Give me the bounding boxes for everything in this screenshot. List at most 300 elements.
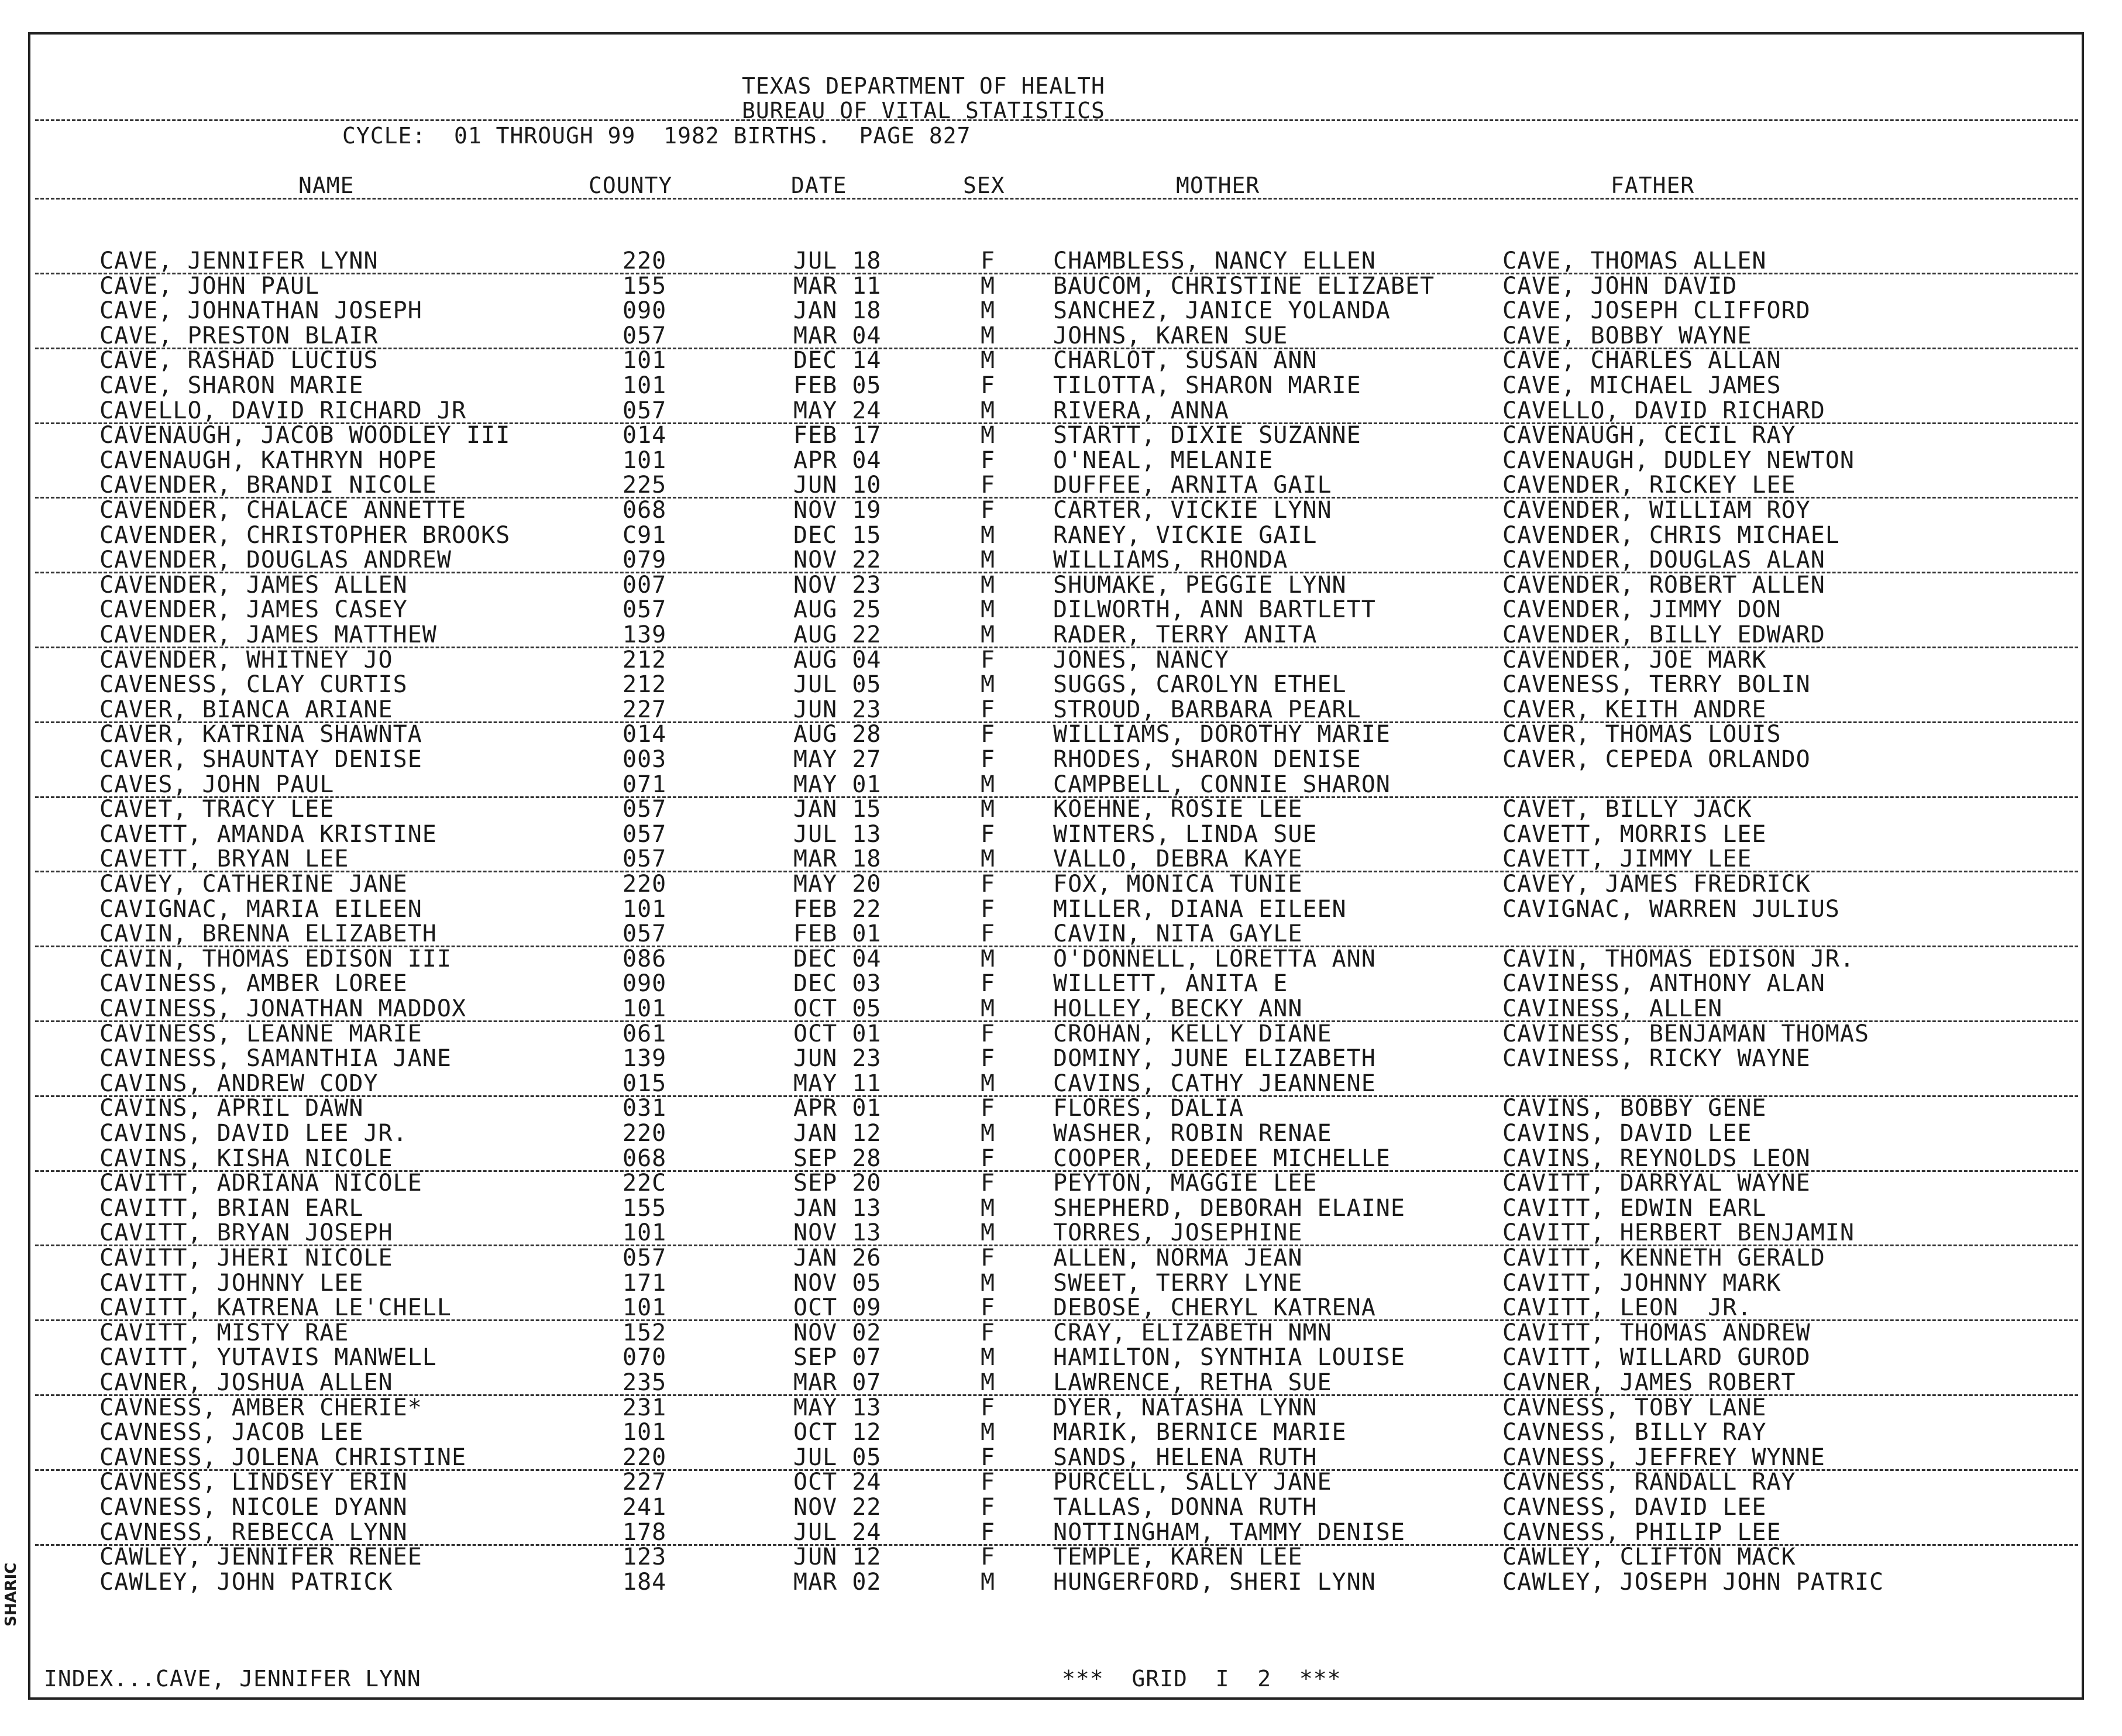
cell-name: CAVINS, DAVID LEE JR. bbox=[99, 1120, 408, 1147]
cell-sex: M bbox=[981, 1194, 996, 1222]
cell-county: 057 bbox=[623, 845, 667, 873]
cell-mother: MILLER, DIANA EILEEN bbox=[1053, 895, 1347, 923]
cell-name: CAVET, TRACY LEE bbox=[99, 796, 335, 823]
cell-name: CAVENDER, JAMES CASEY bbox=[99, 596, 408, 624]
cell-mother: SANDS, HELENA RUTH bbox=[1053, 1443, 1318, 1471]
cell-mother: CARTER, VICKIE LYNN bbox=[1053, 497, 1332, 524]
cell-sex: M bbox=[981, 1269, 996, 1297]
cell-mother: VALLO, DEBRA KAYE bbox=[1053, 845, 1303, 873]
cell-name: CAVENAUGH, KATHRYN HOPE bbox=[99, 446, 437, 474]
cell-mother: TEMPLE, KAREN LEE bbox=[1053, 1544, 1303, 1571]
cell-father: CAVINESS, ANTHONY ALAN bbox=[1502, 970, 1825, 998]
cell-county: 235 bbox=[623, 1369, 667, 1396]
cell-sex: F bbox=[981, 970, 996, 998]
cell-father: CAVITT, KENNETH GERALD bbox=[1502, 1245, 1825, 1271]
cell-sex: F bbox=[981, 446, 996, 474]
cell-date: DEC 04 bbox=[793, 945, 882, 972]
cell-county: 031 bbox=[623, 1095, 667, 1122]
cell-name: CAVENDER, DOUGLAS ANDREW bbox=[99, 546, 452, 574]
cell-father: CAVINESS, ALLEN bbox=[1502, 995, 1723, 1022]
cell-mother: SHEPHERD, DEBORAH ELAINE bbox=[1053, 1194, 1405, 1222]
cell-father: CAVETT, MORRIS LEE bbox=[1502, 820, 1767, 848]
cell-mother: HOLLEY, BECKY ANN bbox=[1053, 995, 1303, 1022]
cell-sex: M bbox=[981, 397, 996, 424]
cell-county: 101 bbox=[623, 1219, 667, 1247]
cell-mother: DYER, NATASHA LYNN bbox=[1053, 1394, 1318, 1421]
cell-sex: F bbox=[981, 1394, 996, 1421]
cell-name: CAVENAUGH, JACOB WOODLEY III bbox=[99, 422, 511, 449]
cell-father: CAVINESS, BENJAMAN THOMAS bbox=[1502, 1020, 1870, 1047]
cell-date: JUL 05 bbox=[793, 1443, 882, 1471]
cell-mother: CRAY, ELIZABETH NMN bbox=[1053, 1319, 1332, 1346]
cell-father: CAVINS, BOBBY GENE bbox=[1502, 1095, 1767, 1122]
column-header-date: DATE bbox=[791, 173, 847, 198]
cell-father: CAVENDER, JIMMY DON bbox=[1502, 596, 1781, 624]
cell-name: CAVER, KATRINA SHAWNTA bbox=[99, 721, 422, 748]
cell-father: CAVENDER, CHRIS MICHAEL bbox=[1502, 521, 1840, 549]
cell-father: CAVITT, DARRYAL WAYNE bbox=[1502, 1170, 1811, 1197]
cell-date: JUN 10 bbox=[793, 472, 882, 499]
cell-county: 220 bbox=[623, 1120, 667, 1147]
cell-father: CAVENAUGH, CECIL RAY bbox=[1502, 422, 1796, 449]
cell-name: CAVINS, APRIL DAWN bbox=[99, 1095, 364, 1122]
cell-mother: STROUD, BARBARA PEARL bbox=[1053, 696, 1361, 723]
cell-name: CAVENDER, BRANDI NICOLE bbox=[99, 472, 437, 499]
column-header-father: FATHER bbox=[1611, 173, 1695, 198]
cell-name: CAVITT, MISTY RAE bbox=[99, 1319, 349, 1346]
cell-mother: PURCELL, SALLY JANE bbox=[1053, 1469, 1332, 1496]
cell-mother: CAVINS, CATHY JEANNENE bbox=[1053, 1070, 1376, 1097]
cell-father: CAVE, CHARLES ALLAN bbox=[1502, 347, 1781, 374]
cell-name: CAVETT, BRYAN LEE bbox=[99, 845, 349, 873]
cell-county: 014 bbox=[623, 721, 667, 748]
cell-name: CAVNER, JOSHUA ALLEN bbox=[99, 1369, 393, 1396]
cell-name: CAVITT, YUTAVIS MANWELL bbox=[99, 1344, 437, 1371]
cell-sex: M bbox=[981, 297, 996, 325]
cell-mother: KOEHNE, ROSIE LEE bbox=[1053, 796, 1303, 823]
cell-mother: WASHER, ROBIN RENAE bbox=[1053, 1120, 1332, 1147]
cell-name: CAWLEY, JOHN PATRICK bbox=[99, 1568, 393, 1596]
column-header-mother: MOTHER bbox=[1176, 173, 1260, 198]
cell-father: CAVE, JOHN DAVID bbox=[1502, 272, 1738, 300]
cell-mother: JOHNS, KAREN SUE bbox=[1053, 322, 1288, 349]
cell-name: CAVE, SHARON MARIE bbox=[99, 372, 364, 399]
column-header-divider bbox=[35, 198, 2078, 200]
cell-sex: F bbox=[981, 1544, 996, 1571]
cell-father: CAVITT, EDWIN EARL bbox=[1502, 1194, 1767, 1222]
column-header-county: COUNTY bbox=[589, 173, 673, 198]
cell-date: JUL 24 bbox=[793, 1518, 882, 1546]
cell-mother: O'DONNELL, LORETTA ANN bbox=[1053, 945, 1376, 972]
cell-father: CAVENDER, BILLY EDWARD bbox=[1502, 621, 1825, 648]
cell-sex: M bbox=[981, 845, 996, 873]
cell-county: 079 bbox=[623, 546, 667, 574]
cell-name: CAVEY, CATHERINE JANE bbox=[99, 871, 408, 898]
cell-county: 014 bbox=[623, 422, 667, 449]
footer-grid: *** GRID I 2 *** bbox=[1062, 1666, 1342, 1692]
cell-date: DEC 14 bbox=[793, 347, 882, 374]
cell-county: 057 bbox=[623, 596, 667, 624]
cell-date: FEB 17 bbox=[793, 422, 882, 449]
cell-date: MAY 27 bbox=[793, 746, 882, 773]
cell-name: CAVINS, ANDREW CODY bbox=[99, 1070, 379, 1097]
cell-county: 22C bbox=[623, 1170, 667, 1197]
cell-county: 068 bbox=[623, 1144, 667, 1172]
cell-county: 068 bbox=[623, 497, 667, 524]
cell-mother: SHUMAKE, PEGGIE LYNN bbox=[1053, 571, 1347, 599]
cell-father: CAVENDER, WILLIAM ROY bbox=[1502, 497, 1811, 524]
cell-sex: M bbox=[981, 1369, 996, 1396]
cell-mother: FLORES, DALIA bbox=[1053, 1095, 1244, 1122]
cell-sex: F bbox=[981, 1144, 996, 1172]
cell-name: CAVE, JOHN PAUL bbox=[99, 272, 320, 300]
cell-father: CAVITT, WILLARD GUROD bbox=[1502, 1344, 1811, 1371]
cell-sex: F bbox=[981, 1294, 996, 1322]
cell-name: CAVNESS, NICOLE DYANN bbox=[99, 1494, 408, 1521]
cell-sex: F bbox=[981, 1494, 996, 1521]
cell-name: CAVELLO, DAVID RICHARD JR bbox=[99, 397, 467, 424]
cell-date: JAN 13 bbox=[793, 1194, 882, 1222]
cell-date: FEB 05 bbox=[793, 372, 882, 399]
cell-name: CAVIGNAC, MARIA EILEEN bbox=[99, 895, 422, 923]
cell-county: 227 bbox=[623, 696, 667, 723]
cell-county: 101 bbox=[623, 347, 667, 374]
cell-sex: M bbox=[981, 1419, 996, 1446]
cell-father: CAVE, THOMAS ALLEN bbox=[1502, 247, 1767, 274]
cell-mother: O'NEAL, MELANIE bbox=[1053, 446, 1274, 474]
cell-county: 101 bbox=[623, 446, 667, 474]
cell-father: CAVENESS, TERRY BOLIN bbox=[1502, 671, 1811, 699]
margin-label: SHARIC bbox=[2, 1562, 20, 1627]
cell-father: CAVITT, JOHNNY MARK bbox=[1502, 1269, 1781, 1297]
cell-county: 086 bbox=[623, 945, 667, 972]
cell-mother: CHAMBLESS, NANCY ELLEN bbox=[1053, 247, 1376, 274]
cell-date: JAN 12 bbox=[793, 1120, 882, 1147]
cell-county: 212 bbox=[623, 646, 667, 673]
cell-date: NOV 05 bbox=[793, 1269, 882, 1297]
cell-sex: M bbox=[981, 1219, 996, 1247]
cell-county: 057 bbox=[623, 322, 667, 349]
bureau-title: BUREAU OF VITAL STATISTICS bbox=[742, 98, 1105, 123]
cell-mother: HAMILTON, SYNTHIA LOUISE bbox=[1053, 1344, 1405, 1371]
cell-sex: F bbox=[981, 1045, 996, 1072]
cell-name: CAVENDER, WHITNEY JO bbox=[99, 646, 393, 673]
cell-father: CAVETT, JIMMY LEE bbox=[1502, 845, 1752, 873]
cell-county: 057 bbox=[623, 820, 667, 848]
cell-father: CAVER, KEITH ANDRE bbox=[1502, 696, 1767, 723]
cell-date: DEC 03 bbox=[793, 970, 882, 998]
cell-father: CAWLEY, CLIFTON MACK bbox=[1502, 1544, 1796, 1571]
cell-name: CAVENDER, JAMES ALLEN bbox=[99, 571, 408, 599]
cell-county: 003 bbox=[623, 746, 667, 773]
cell-sex: F bbox=[981, 1020, 996, 1047]
cell-date: AUG 22 bbox=[793, 621, 882, 648]
cell-county: 090 bbox=[623, 297, 667, 325]
cell-mother: DUFFEE, ARNITA GAIL bbox=[1053, 472, 1332, 499]
cell-father: CAVNER, JAMES ROBERT bbox=[1502, 1369, 1796, 1396]
cell-mother: DEBOSE, CHERYL KATRENA bbox=[1053, 1294, 1376, 1322]
cell-father: CAVIN, THOMAS EDISON JR. bbox=[1502, 945, 1855, 972]
cell-date: MAY 24 bbox=[793, 397, 882, 424]
cell-name: CAVITT, BRYAN JOSEPH bbox=[99, 1219, 393, 1247]
cell-sex: M bbox=[981, 422, 996, 449]
cell-father: CAVNESS, DAVID LEE bbox=[1502, 1494, 1767, 1521]
cell-name: CAVINESS, LEANNE MARIE bbox=[99, 1020, 422, 1047]
cell-date: FEB 22 bbox=[793, 895, 882, 923]
cell-date: NOV 02 bbox=[793, 1319, 882, 1346]
cell-county: 227 bbox=[623, 1469, 667, 1496]
cell-county: 090 bbox=[623, 970, 667, 998]
cell-mother: RANEY, VICKIE GAIL bbox=[1053, 521, 1318, 549]
cell-date: AUG 04 bbox=[793, 646, 882, 673]
cell-county: 015 bbox=[623, 1070, 667, 1097]
cell-name: CAVITT, KATRENA LE'CHELL bbox=[99, 1294, 452, 1322]
cell-mother: ALLEN, NORMA JEAN bbox=[1053, 1245, 1303, 1271]
cell-father: CAWLEY, JOSEPH JOHN PATRIC bbox=[1502, 1568, 1884, 1596]
cell-mother: WILLETT, ANITA E bbox=[1053, 970, 1288, 998]
cell-date: NOV 19 bbox=[793, 497, 882, 524]
cell-mother: JONES, NANCY bbox=[1053, 646, 1229, 673]
column-header-sex: SEX bbox=[963, 173, 1005, 198]
cell-date: MAR 04 bbox=[793, 322, 882, 349]
cell-date: APR 04 bbox=[793, 446, 882, 474]
cell-date: AUG 25 bbox=[793, 596, 882, 624]
cell-county: 123 bbox=[623, 1544, 667, 1571]
cell-mother: CAVIN, NITA GAYLE bbox=[1053, 920, 1303, 948]
cell-county: 101 bbox=[623, 895, 667, 923]
cell-mother: WILLIAMS, RHONDA bbox=[1053, 546, 1288, 574]
cell-date: SEP 28 bbox=[793, 1144, 882, 1172]
cell-mother: HUNGERFORD, SHERI LYNN bbox=[1053, 1568, 1376, 1596]
cell-name: CAVE, RASHAD LUCIUS bbox=[99, 347, 379, 374]
cell-name: CAVNESS, LINDSEY ERIN bbox=[99, 1469, 408, 1496]
cell-name: CAVE, PRESTON BLAIR bbox=[99, 322, 379, 349]
cell-date: JAN 26 bbox=[793, 1245, 882, 1271]
cell-father: CAVNESS, PHILIP LEE bbox=[1502, 1518, 1781, 1546]
cell-name: CAVETT, AMANDA KRISTINE bbox=[99, 820, 437, 848]
cell-county: 101 bbox=[623, 1294, 667, 1322]
cell-name: CAVITT, JOHNNY LEE bbox=[99, 1269, 364, 1297]
cell-date: MAY 13 bbox=[793, 1394, 882, 1421]
cell-sex: F bbox=[981, 1518, 996, 1546]
cell-sex: M bbox=[981, 796, 996, 823]
cell-father: CAVENDER, DOUGLAS ALAN bbox=[1502, 546, 1825, 574]
cell-sex: M bbox=[981, 521, 996, 549]
cell-county: 225 bbox=[623, 472, 667, 499]
cell-county: 057 bbox=[623, 796, 667, 823]
cell-county: 171 bbox=[623, 1269, 667, 1297]
cell-date: JAN 18 bbox=[793, 297, 882, 325]
cell-name: CAVITT, JHERI NICOLE bbox=[99, 1245, 393, 1271]
cell-father: CAVNESS, TOBY LANE bbox=[1502, 1394, 1767, 1421]
cell-name: CAVNESS, REBECCA LYNN bbox=[99, 1518, 408, 1546]
cell-father: CAVENDER, ROBERT ALLEN bbox=[1502, 571, 1825, 599]
cell-county: 057 bbox=[623, 1245, 667, 1271]
cell-sex: M bbox=[981, 1344, 996, 1371]
cell-date: NOV 22 bbox=[793, 546, 882, 574]
cell-name: CAVE, JOHNATHAN JOSEPH bbox=[99, 297, 422, 325]
cell-name: CAVER, BIANCA ARIANE bbox=[99, 696, 393, 723]
cell-name: CAVNESS, AMBER CHERIE* bbox=[99, 1394, 422, 1421]
cell-date: MAY 01 bbox=[793, 771, 882, 798]
cell-sex: F bbox=[981, 1319, 996, 1346]
cell-date: NOV 23 bbox=[793, 571, 882, 599]
cell-mother: MARIK, BERNICE MARIE bbox=[1053, 1419, 1347, 1446]
footer-index: INDEX...CAVE, JENNIFER LYNN bbox=[44, 1666, 421, 1692]
cell-sex: F bbox=[981, 497, 996, 524]
cell-sex: F bbox=[981, 1469, 996, 1496]
cell-county: 220 bbox=[623, 871, 667, 898]
cell-county: 139 bbox=[623, 1045, 667, 1072]
cell-county: 101 bbox=[623, 995, 667, 1022]
cell-father: CAVNESS, RANDALL RAY bbox=[1502, 1469, 1796, 1496]
cell-sex: M bbox=[981, 347, 996, 374]
cell-county: 184 bbox=[623, 1568, 667, 1596]
cell-name: CAVIN, THOMAS EDISON III bbox=[99, 945, 452, 972]
cell-date: OCT 09 bbox=[793, 1294, 882, 1322]
cell-name: CAVENDER, JAMES MATTHEW bbox=[99, 621, 437, 648]
cell-date: OCT 24 bbox=[793, 1469, 882, 1496]
cell-name: CAVENDER, CHRISTOPHER BROOKS bbox=[99, 521, 511, 549]
cell-sex: F bbox=[981, 895, 996, 923]
cell-sex: M bbox=[981, 1070, 996, 1097]
cell-date: OCT 12 bbox=[793, 1419, 882, 1446]
cell-sex: M bbox=[981, 1120, 996, 1147]
cell-mother: TORRES, JOSEPHINE bbox=[1053, 1219, 1303, 1247]
cell-sex: M bbox=[981, 272, 996, 300]
cell-name: CAVITT, BRIAN EARL bbox=[99, 1194, 364, 1222]
cell-date: SEP 07 bbox=[793, 1344, 882, 1371]
cell-date: AUG 28 bbox=[793, 721, 882, 748]
cell-name: CAVENESS, CLAY CURTIS bbox=[99, 671, 408, 699]
cell-sex: M bbox=[981, 945, 996, 972]
cell-county: 061 bbox=[623, 1020, 667, 1047]
cell-name: CAVNESS, JACOB LEE bbox=[99, 1419, 364, 1446]
cell-date: JUN 12 bbox=[793, 1544, 882, 1571]
cell-father: CAVINESS, RICKY WAYNE bbox=[1502, 1045, 1811, 1072]
cell-mother: DILWORTH, ANN BARTLETT bbox=[1053, 596, 1376, 624]
cell-name: CAWLEY, JENNIFER RENEE bbox=[99, 1544, 422, 1571]
cell-mother: LAWRENCE, RETHA SUE bbox=[1053, 1369, 1332, 1396]
cell-date: SEP 20 bbox=[793, 1170, 882, 1197]
cell-father: CAVELLO, DAVID RICHARD bbox=[1502, 397, 1825, 424]
cell-name: CAVINESS, AMBER LOREE bbox=[99, 970, 408, 998]
cell-county: 155 bbox=[623, 1194, 667, 1222]
cell-county: 231 bbox=[623, 1394, 667, 1421]
cell-date: JUN 23 bbox=[793, 696, 882, 723]
cell-county: 070 bbox=[623, 1344, 667, 1371]
cell-date: JAN 15 bbox=[793, 796, 882, 823]
cell-mother: CAMPBELL, CONNIE SHARON bbox=[1053, 771, 1391, 798]
cell-sex: F bbox=[981, 1245, 996, 1271]
column-header-name: NAME bbox=[298, 173, 355, 198]
cell-county: 071 bbox=[623, 771, 667, 798]
cell-sex: F bbox=[981, 247, 996, 274]
cell-name: CAVITT, ADRIANA NICOLE bbox=[99, 1170, 422, 1197]
cell-mother: COOPER, DEEDEE MICHELLE bbox=[1053, 1144, 1391, 1172]
cell-date: MAR 07 bbox=[793, 1369, 882, 1396]
cell-mother: SUGGS, CAROLYN ETHEL bbox=[1053, 671, 1347, 699]
cell-county: 101 bbox=[623, 1419, 667, 1446]
cell-sex: M bbox=[981, 771, 996, 798]
cell-father: CAVINS, REYNOLDS LEON bbox=[1502, 1144, 1811, 1172]
cell-county: 152 bbox=[623, 1319, 667, 1346]
cell-county: 220 bbox=[623, 1443, 667, 1471]
cell-date: NOV 22 bbox=[793, 1494, 882, 1521]
cell-name: CAVINESS, SAMANTHIA JANE bbox=[99, 1045, 452, 1072]
cell-sex: F bbox=[981, 646, 996, 673]
cell-mother: PEYTON, MAGGIE LEE bbox=[1053, 1170, 1318, 1197]
cell-father: CAVEY, JAMES FREDRICK bbox=[1502, 871, 1811, 898]
cell-mother: RADER, TERRY ANITA bbox=[1053, 621, 1318, 648]
cell-sex: M bbox=[981, 546, 996, 574]
cell-name: CAVENDER, CHALACE ANNETTE bbox=[99, 497, 467, 524]
cell-county: 101 bbox=[623, 372, 667, 399]
cell-mother: CROHAN, KELLY DIANE bbox=[1053, 1020, 1332, 1047]
cell-father: CAVENDER, RICKEY LEE bbox=[1502, 472, 1796, 499]
cell-date: NOV 13 bbox=[793, 1219, 882, 1247]
cell-date: OCT 05 bbox=[793, 995, 882, 1022]
cell-sex: M bbox=[981, 1568, 996, 1596]
cell-mother: RIVERA, ANNA bbox=[1053, 397, 1229, 424]
agency-title: TEXAS DEPARTMENT OF HEALTH bbox=[742, 73, 1105, 99]
cell-county: 057 bbox=[623, 397, 667, 424]
cell-date: MAR 18 bbox=[793, 845, 882, 873]
cell-mother: NOTTINGHAM, TAMMY DENISE bbox=[1053, 1518, 1405, 1546]
cell-date: FEB 01 bbox=[793, 920, 882, 948]
cell-date: MAY 20 bbox=[793, 871, 882, 898]
cell-father: CAVE, MICHAEL JAMES bbox=[1502, 372, 1781, 399]
cell-county: 057 bbox=[623, 920, 667, 948]
cell-sex: F bbox=[981, 1443, 996, 1471]
cell-sex: F bbox=[981, 1170, 996, 1197]
cell-father: CAVENAUGH, DUDLEY NEWTON bbox=[1502, 446, 1855, 474]
cell-father: CAVITT, THOMAS ANDREW bbox=[1502, 1319, 1811, 1346]
cell-county: 139 bbox=[623, 621, 667, 648]
cell-date: JUL 05 bbox=[793, 671, 882, 699]
cell-father: CAVE, JOSEPH CLIFFORD bbox=[1502, 297, 1811, 325]
cell-father: CAVIGNAC, WARREN JULIUS bbox=[1502, 895, 1840, 923]
cell-sex: M bbox=[981, 671, 996, 699]
cell-county: 212 bbox=[623, 671, 667, 699]
cell-name: CAVINS, KISHA NICOLE bbox=[99, 1144, 393, 1172]
cell-father: CAVNESS, BILLY RAY bbox=[1502, 1419, 1767, 1446]
cell-sex: F bbox=[981, 871, 996, 898]
cell-date: APR 01 bbox=[793, 1095, 882, 1122]
cell-sex: F bbox=[981, 372, 996, 399]
cell-county: 007 bbox=[623, 571, 667, 599]
cell-county: 241 bbox=[623, 1494, 667, 1521]
cell-sex: F bbox=[981, 920, 996, 948]
cell-county: 155 bbox=[623, 272, 667, 300]
cell-mother: TALLAS, DONNA RUTH bbox=[1053, 1494, 1318, 1521]
cell-date: MAR 11 bbox=[793, 272, 882, 300]
cell-date: MAY 11 bbox=[793, 1070, 882, 1097]
cell-date: JUN 23 bbox=[793, 1045, 882, 1072]
cell-mother: TILOTTA, SHARON MARIE bbox=[1053, 372, 1361, 399]
cell-date: JUL 18 bbox=[793, 247, 882, 274]
cell-sex: M bbox=[981, 571, 996, 599]
cell-date: OCT 01 bbox=[793, 1020, 882, 1047]
cell-sex: F bbox=[981, 820, 996, 848]
cell-mother: WILLIAMS, DOROTHY MARIE bbox=[1053, 721, 1391, 748]
cell-sex: M bbox=[981, 322, 996, 349]
cell-father: CAVE, BOBBY WAYNE bbox=[1502, 322, 1752, 349]
cell-date: MAR 02 bbox=[793, 1568, 882, 1596]
cell-father: CAVER, THOMAS LOUIS bbox=[1502, 721, 1781, 748]
cell-date: JUL 13 bbox=[793, 820, 882, 848]
cell-mother: DOMINY, JUNE ELIZABETH bbox=[1053, 1045, 1376, 1072]
